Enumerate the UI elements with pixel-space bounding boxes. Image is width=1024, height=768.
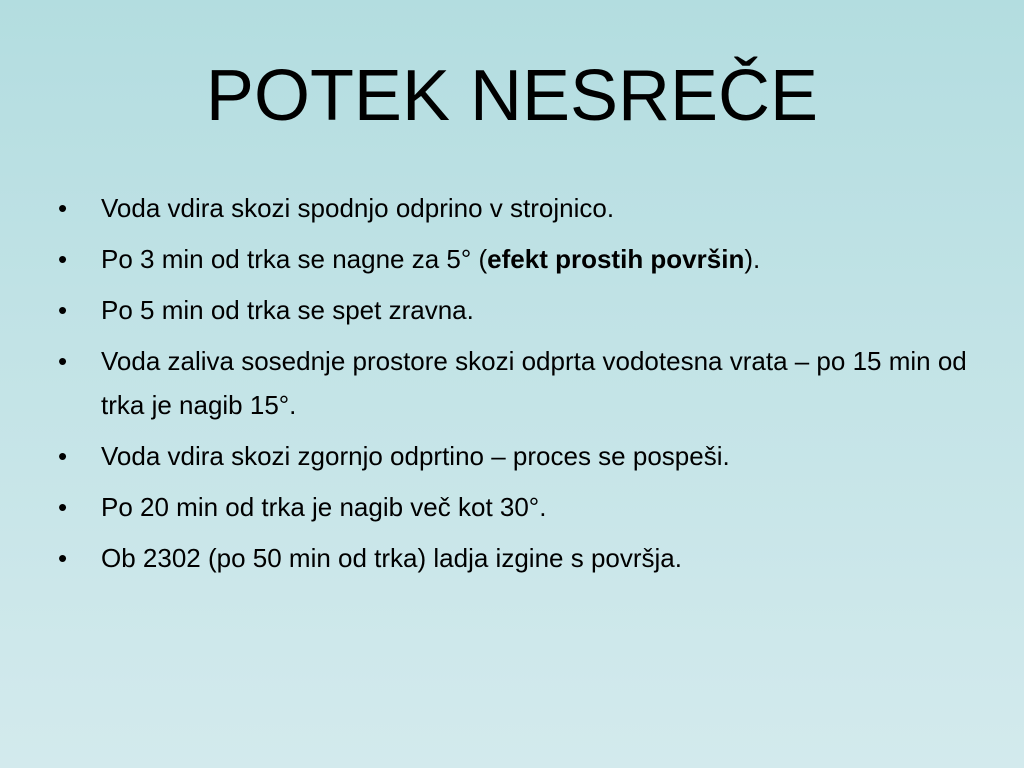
- bullet-icon: •: [58, 244, 68, 274]
- bullet-text: Voda vdira skozi spodnjo odprino v strojnico.: [101, 193, 615, 223]
- bullet-text: Ob 2302 (po 50 min od trka) ladja izgine s površja.: [101, 543, 682, 573]
- bullet-text-before: Po 3 min od trka se nagne za 5° (: [101, 244, 488, 274]
- bullet-text: Po 5 min od trka se spet zravna.: [101, 295, 474, 325]
- bullet-item-4: [58, 339, 968, 427]
- bullet-text-after: ).: [744, 244, 761, 274]
- bullet-item-7: [58, 536, 968, 580]
- bullet-text: Voda zaliva sosednje prostore skozi odprta vodotesna vrata – po 15 min od trka je nagib 15°.: [101, 346, 967, 420]
- bullet-icon: •: [58, 295, 68, 325]
- bullet-list: [58, 186, 968, 587]
- bullet-icon: •: [58, 492, 68, 522]
- bullet-item-1: [58, 186, 968, 230]
- bullet-icon: •: [58, 193, 68, 223]
- bullet-icon: •: [58, 346, 68, 376]
- bullet-item-3: [58, 288, 968, 332]
- bullet-item-6: [58, 485, 968, 529]
- bullet-icon: •: [58, 441, 68, 471]
- bullet-text-bold: efekt prostih površin: [487, 244, 745, 274]
- bullet-icon: •: [58, 543, 68, 573]
- bullet-item-5: [58, 434, 968, 478]
- bullet-item-2: [58, 237, 968, 281]
- bullet-text: Voda vdira skozi zgornjo odprtino – proces se pospeši.: [101, 441, 730, 471]
- bullet-text: Po 20 min od trka je nagib več kot 30°.: [101, 492, 547, 522]
- slide-title: POTEK NESREČE: [205, 56, 819, 136]
